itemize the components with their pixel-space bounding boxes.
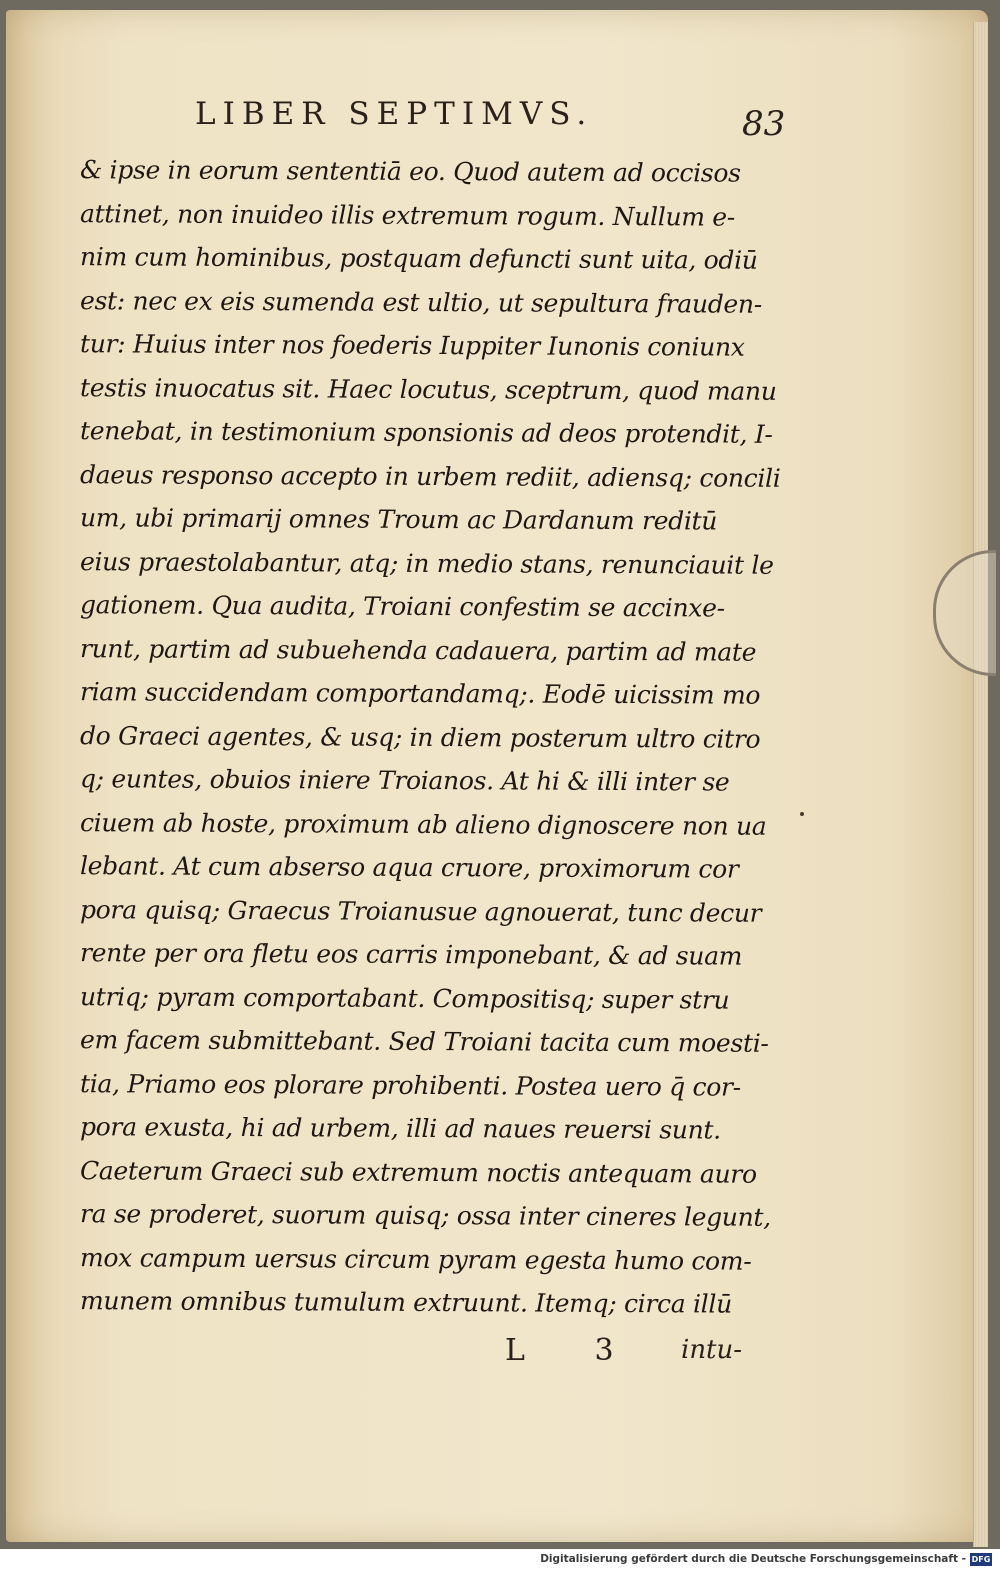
text-line: riam succidendam comportandamq;. Eodē uicissim mo <box>79 677 761 710</box>
running-head: LIBER SEPTIMVS. <box>195 96 594 132</box>
page-edge <box>973 22 988 1547</box>
text-line: eius praestolabantur, atq; in medio stans, renunciauit le <box>79 546 774 580</box>
text-line: lebant. At cum abserso aqua cruore, proximorum cor <box>79 851 739 884</box>
text-line: em facem submittebant. Sed Troiani tacita cum moesti- <box>79 1025 769 1058</box>
credit-bar <box>0 1549 1000 1571</box>
text-line: tur: Huius inter nos foederis Iuppiter Iunonis coniunx <box>79 329 745 362</box>
text-line: pora exusta, hi ad urbem, illi ad naues reuersi sunt. <box>79 1112 721 1145</box>
text-line: Caeterum Graeci sub extremum noctis antequam auro <box>79 1155 757 1189</box>
dfg-logo-icon: DFG <box>971 1555 991 1564</box>
text-line: mox campum uersus circum pyram egesta humo com- <box>79 1242 752 1276</box>
text-line: est: nec ex eis sumenda est ultio, ut sepultura frauden- <box>79 285 762 319</box>
text-line: runt, partim ad subuehenda cadauera, partim ad mate <box>79 633 757 667</box>
text-line: rente per ora fletu eos carris imponebant, & ad suam <box>79 938 743 971</box>
text-line: daeus responso accepto in urbem rediit, adiensq; concili <box>79 459 781 493</box>
text-line: q; euntes, obuios iniere Troianos. At hi & illi inter se <box>79 764 730 797</box>
page-footer <box>505 1333 765 1373</box>
funding-credit: Digitalisierung gefördert durch die Deutsche Forschungsgemeinschaft - <box>540 1553 966 1565</box>
text-line: ra se proderet, suorum quisq; ossa inter cineres legunt, <box>79 1199 771 1232</box>
body-text <box>80 150 780 1325</box>
text-line: pora quisq; Graecus Troianusue agnouerat, tunc decur <box>79 894 762 928</box>
text-line: tenebat, in testimonium sponsionis ad deos protendit, I- <box>79 416 773 449</box>
text-line: do Graeci agentes, & usq; in diem posterum ultro citro <box>79 720 761 754</box>
thumb-tab-icon <box>933 550 996 676</box>
text-line: testis inuocatus sit. Haec locutus, sceptrum, quod manu <box>79 372 777 406</box>
text-line: ciuem ab hoste, proximum ab alieno dignoscere non ua <box>79 807 767 841</box>
text-line: attinet, non inuideo illis extremum rogum. Nullum e- <box>79 198 736 232</box>
text-line: gationem. Qua audita, Troiani confestim se accinxe- <box>79 590 725 623</box>
signature-mark: L 3 <box>505 1333 644 1368</box>
page-number: 83 <box>742 104 786 144</box>
text-line: utriq; pyram comportabant. Compositisq; super stru <box>79 981 730 1015</box>
text-line: tia, Priamo eos plorare prohibenti. Postea uero q̄ cor- <box>79 1068 741 1102</box>
text-line: munem omnibus tumulum extruunt. Itemq; circa illū <box>79 1286 732 1319</box>
ink-speck <box>800 812 804 816</box>
text-line: um, ubi primarij omnes Troum ac Dardanum reditū <box>79 503 718 536</box>
text-line: nim cum hominibus, postquam defuncti sunt uita, odiū <box>79 242 758 275</box>
text-line: & ipse in eorum sententiā eo. Quod autem ad occisos <box>79 155 741 188</box>
catchword: intu- <box>681 1335 743 1365</box>
